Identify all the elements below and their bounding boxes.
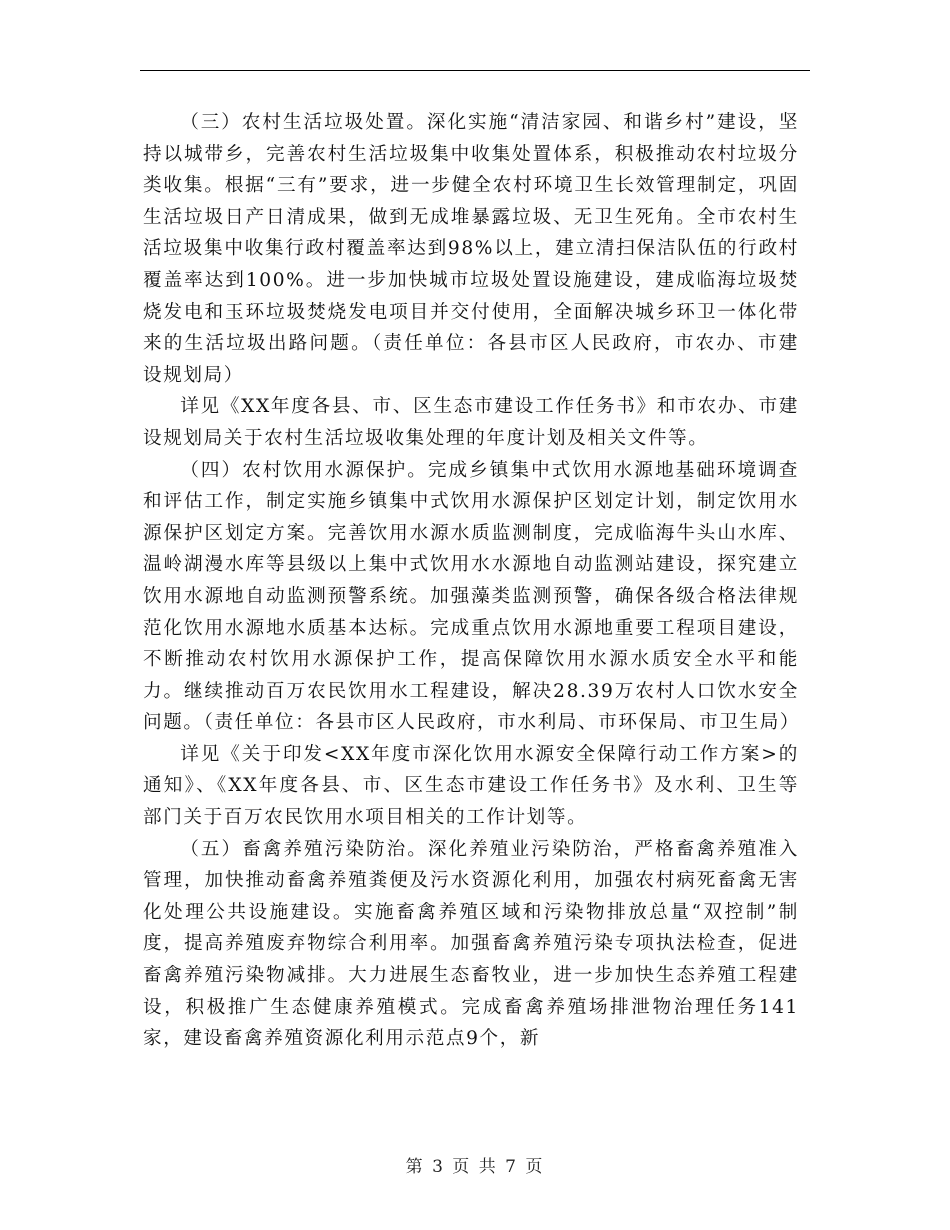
page-number-footer: 第 3 页 共 7 页 [405, 1157, 545, 1177]
paragraph-livestock-pollution: （五）畜禽养殖污染防治。深化养殖业污染防治，严格畜禽养殖准入管理，加快推动畜禽养殖粪便及污水资源化利用，加强农村病死畜禽无害化处理公共设施建设。实施畜禽养殖区域和污染物排放总量“双控制”制度，提高养殖废弃物综合利用率。加强畜禽养殖污染专项执法检查，促进畜禽养殖污染物减排。大力进展生态畜牧业，进一步加快生态养殖工程建设，积极推广生态健康养殖模式。完成畜禽养殖场排泄物治理任务141家，建设畜禽养殖资源化利用示范点9个，新 [143, 838, 799, 1050]
header-divider [140, 70, 810, 71]
paragraph-water-reference: 详见《关于印发<XX年度市深化饮用水源安全保障行动工作方案>的通知》、《XX年度各县、市、区生态市建设工作任务书》及水利、卫生等部门关于百万农民饮用水项目相关的工作计划等。 [143, 743, 799, 829]
paragraph-drinking-water: （四）农村饮用水源保护。完成乡镇集中式饮用水源地基础环境调查和评估工作，制定实施乡镇集中式饮用水源保护区划定计划，制定饮用水源保护区划定方案。完善饮用水源水质监测制度，完成临海牛头山水库、温岭湖漫水库等县级以上集中式饮用水水源地自动监测站建设，探究建立饮用水源地自动监测预警系统。加强藻类监测预警，确保各级合格法律规范化饮用水源地水质基本达标。完成重点饮用水源地重要工程项目建设，不断推动农村饮用水源保护工作，提高保障饮用水源水质安全水平和能力。继续推动百万农民饮用水工程建设，解决28.39万农村人口饮水安全问题。（责任单位：各县市区人民政府，市水利局、市环保局、市卫生局） [143, 459, 801, 734]
document-body [143, 107, 799, 1055]
paragraph-garbage-reference: 详见《XX年度各县、市、区生态市建设工作任务书》和市农办、市建设规划局关于农村生活垃圾收集处理的年度计划及相关文件等。 [143, 396, 799, 449]
paragraph-rural-garbage: （三）农村生活垃圾处置。深化实施“清洁家园、和谐乡村”建设，坚持以城带乡，完善农村生活垃圾集中收集处置体系，积极推动农村垃圾分类收集。根据“三有”要求，进一步健全农村环境卫生长效管理制定，巩固生活垃圾日产日清成果，做到无成堆暴露垃圾、无卫生死角。全市农村生活垃圾集中收集行政村覆盖率达到98%以上，建立清扫保洁队伍的行政村覆盖率达到100%。进一步加快城市垃圾处置设施建设，建成临海垃圾焚烧发电和玉环垃圾焚烧发电项目并交付使用，全面解决城乡环卫一体化带来的生活垃圾出路问题。（责任单位：各县市区人民政府，市农办、市建设规划局） [143, 112, 799, 386]
